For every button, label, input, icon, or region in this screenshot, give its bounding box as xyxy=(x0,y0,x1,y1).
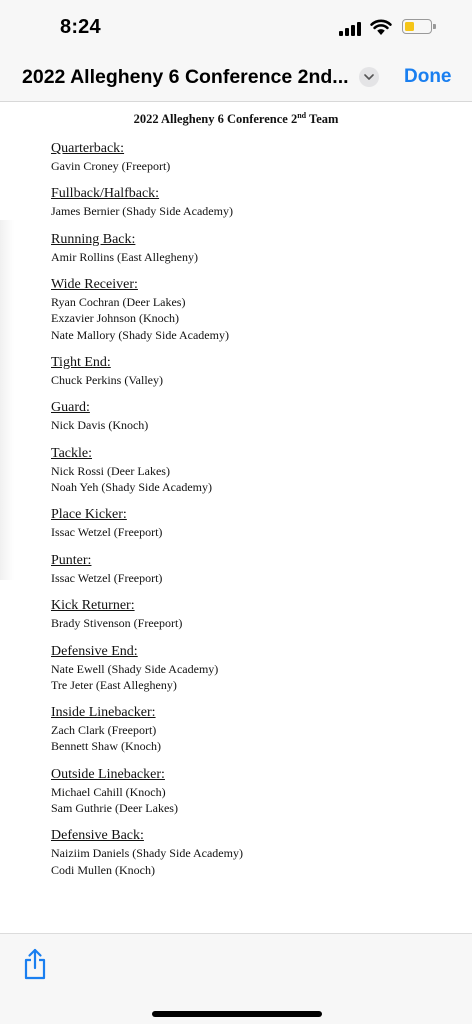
nav-bar xyxy=(0,58,472,102)
position-section xyxy=(51,827,451,877)
player-entry: Nick Davis (Knoch) xyxy=(51,418,149,433)
position-heading: Tackle: xyxy=(51,445,92,461)
position-section xyxy=(51,552,451,586)
player-entry: Nate Mallory (Shady Side Academy) xyxy=(51,327,229,342)
player-entry: Sam Guthrie (Deer Lakes) xyxy=(51,800,178,815)
player-entry: Bennett Shaw (Knoch) xyxy=(51,739,161,754)
player-entry: Exzavier Johnson (Knoch) xyxy=(51,311,179,326)
document-title: 2022 Allegheny 6 Conference 2nd... xyxy=(22,66,349,88)
positions-list xyxy=(51,140,451,889)
player-entry: Zach Clark (Freeport) xyxy=(51,723,157,738)
page-heading-suffix: Team xyxy=(306,112,339,127)
position-heading: Guard: xyxy=(51,400,90,416)
page-heading-sup: nd xyxy=(297,111,307,120)
page-heading xyxy=(0,111,472,127)
wifi-icon xyxy=(370,18,392,36)
player-entry: James Bernier (Shady Side Academy) xyxy=(51,204,233,219)
player-entry: Nick Rossi (Deer Lakes) xyxy=(51,463,170,478)
position-section xyxy=(51,140,451,174)
player-entry: Issac Wetzel (Freeport) xyxy=(51,570,163,585)
status-time: 8:24 xyxy=(60,16,101,38)
position-heading: Place Kicker: xyxy=(51,507,127,523)
position-heading: Punter: xyxy=(51,552,92,568)
bottom-toolbar xyxy=(0,933,472,1024)
battery-icon xyxy=(402,19,432,34)
position-heading: Defensive End: xyxy=(51,643,138,659)
position-section xyxy=(51,399,451,433)
player-entry: Issac Wetzel (Freeport) xyxy=(51,525,163,540)
player-entry: Michael Cahill (Knoch) xyxy=(51,784,166,799)
position-section xyxy=(51,231,451,265)
position-section xyxy=(51,506,451,540)
cellular-signal-icon xyxy=(339,22,361,36)
position-section xyxy=(51,445,451,495)
player-entry: Naiziim Daniels (Shady Side Academy) xyxy=(51,846,243,861)
position-heading: Quarterback: xyxy=(51,141,125,156)
player-entry: Ryan Cochran (Deer Lakes) xyxy=(51,295,186,310)
home-indicator xyxy=(152,1011,322,1017)
position-section xyxy=(51,354,451,388)
share-icon[interactable] xyxy=(22,948,48,980)
position-section xyxy=(51,704,451,754)
position-heading: Running Back: xyxy=(51,231,136,247)
edge-shadow xyxy=(0,220,14,580)
document-page xyxy=(0,103,472,933)
status-bar xyxy=(0,0,472,58)
player-entry: Amir Rollins (East Allegheny) xyxy=(51,249,198,264)
player-entry: Noah Yeh (Shady Side Academy) xyxy=(51,479,212,494)
battery-tip xyxy=(433,24,436,29)
player-entry: Nate Ewell (Shady Side Academy) xyxy=(51,661,219,676)
player-entry: Brady Stivenson (Freeport) xyxy=(51,616,183,631)
done-button[interactable]: Done xyxy=(404,66,452,87)
player-entry: Codi Mullen (Knoch) xyxy=(51,862,155,877)
position-heading: Tight End: xyxy=(51,354,111,370)
position-heading: Defensive Back: xyxy=(51,828,144,844)
chevron-down-icon[interactable] xyxy=(359,67,379,87)
position-heading: Inside Linebacker: xyxy=(51,705,156,721)
position-section xyxy=(51,643,451,693)
player-entry: Chuck Perkins (Valley) xyxy=(51,372,163,387)
player-entry: Tre Jeter (East Allegheny) xyxy=(51,677,177,692)
position-section xyxy=(51,185,451,219)
position-section xyxy=(51,597,451,631)
player-entry: Gavin Croney (Freeport) xyxy=(51,159,171,173)
page-heading-text: 2022 Allegheny 6 Conference 2 xyxy=(133,112,298,127)
position-heading: Outside Linebacker: xyxy=(51,766,165,782)
position-heading: Wide Receiver: xyxy=(51,277,138,293)
position-heading: Fullback/Halfback: xyxy=(51,186,160,202)
position-section xyxy=(51,276,451,343)
position-heading: Kick Returner: xyxy=(51,598,135,614)
position-section xyxy=(51,766,451,816)
